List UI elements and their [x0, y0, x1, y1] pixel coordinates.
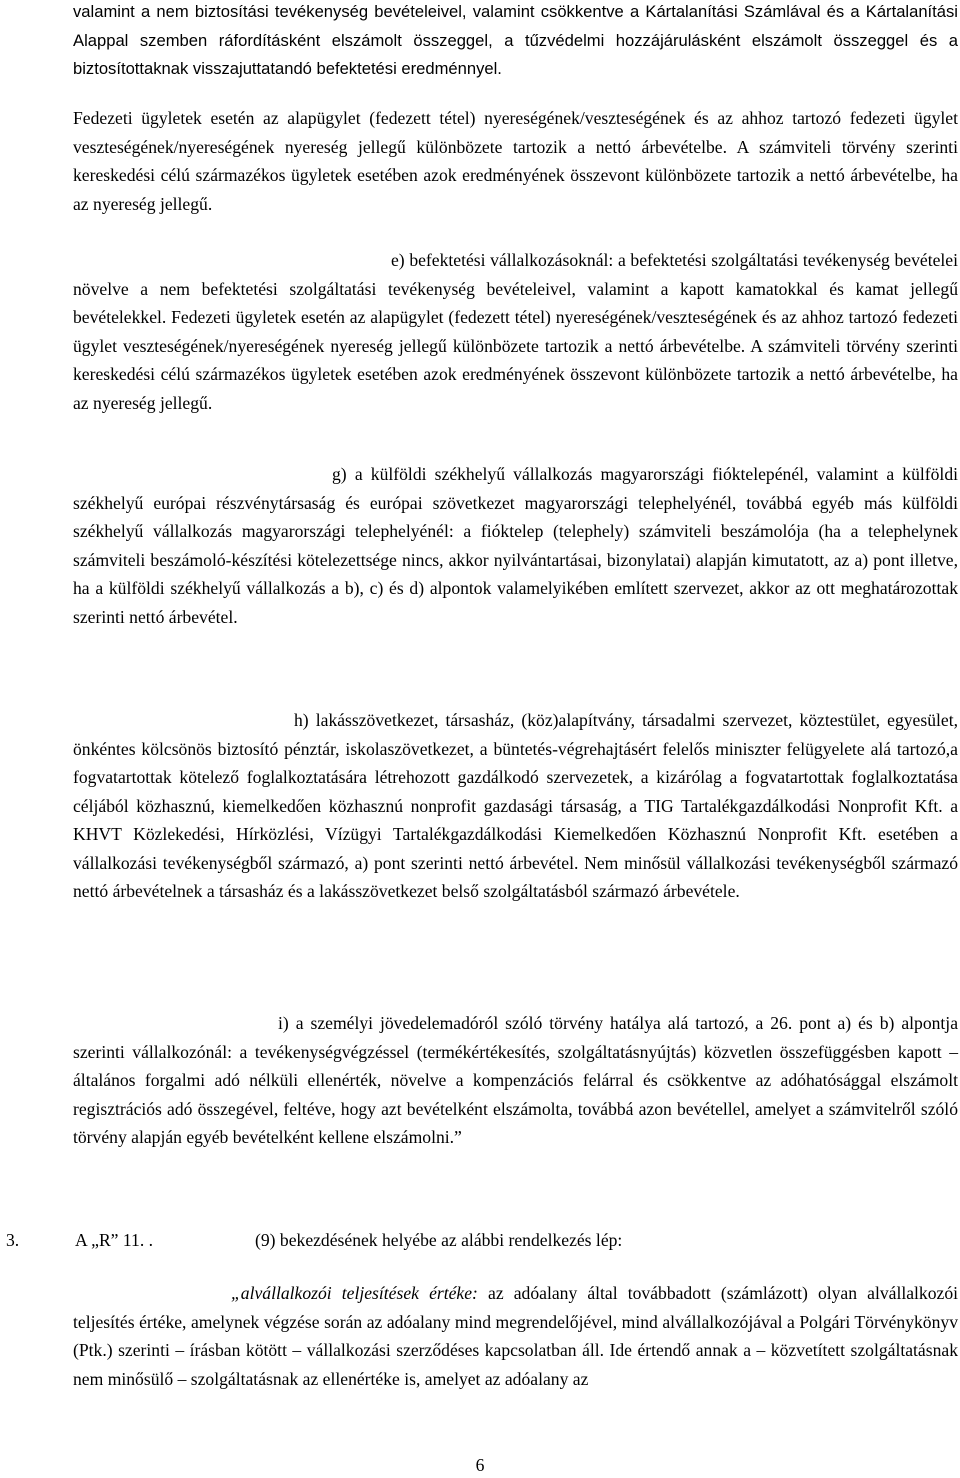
paragraph-item-h: [73, 706, 958, 906]
text-hedge-d-2: A számviteli törvény szerinti kereskedési célú származékos ügyletek esetében azok eredményének összevont különbözete tartozik a nettó árbevételbe, ha az nyereség jellegű.: [73, 136, 958, 214]
text-item-h: h) lakásszövetkezet, társasház, (köz)alapítvány, társadalmi szervezet, köztestület, egyesület, önkéntes kölcsönös biztosító pénztár, iskolaszövetkezet, a büntetés-végrehajtásért felelős miniszter felügyelete alá tartozó,a fogvatartottak kötelező foglalkoztatására létrehozott gazdálkodó szervezetek, a kizárólag a fogvatartottak foglalkoztatása céljából közhasznú, kiemelkedően közhasznú nonprofit gazdasági társaság, a TIG Tartalékgazdálkodási Nonprofit Kft. a KHVT Közlekedési, Hírközlési, Vízügyi Tartalékgazdálkodási Kiemelkedően Közhasznú Nonprofit Kft. esetében a vállalkozási tevékenységből származó, a) pont szerinti nettó árbevétel. Nem minősül vállalkozási tevékenységből származó nettó árbevételnek a társasház és a lakásszövetkezet belső szolgáltatásból származó árbevétele.: [73, 710, 958, 901]
item-3-reference: A „R” 11. .: [75, 1230, 154, 1250]
paragraph-item-i: [73, 1009, 958, 1152]
item-3-heading: (9) bekezdésének helyébe az alábbi rendelkezés lép:: [255, 1230, 623, 1250]
text-insurance-income: valamint a nem biztosítási tevékenység bevételeivel, valamint csökkentve a Kártalanítási Számlával és a Kártalanítási Alappal szemben ráfordításként elszámolt összeggel, a tűzvédelmi hozzájárulásként elszámolt összeggel és a biztosítottaknak visszajuttatandó befektetési eredménnyel.: [73, 2, 958, 78]
paragraph-hedge-d: [73, 104, 958, 218]
paragraph-definition: [73, 1279, 958, 1393]
text-hedge-d-1: Fedezeti ügyletek esetén az alapügylet (fedezett tétel) nyereségének/veszteségének és az ahhoz tartozó fedezeti ügylet veszteségének/nyereségének nyereség jellegű különbözete tartozik a nettó árbevételbe.: [73, 108, 958, 157]
paragraph-item-g: [73, 460, 958, 631]
text-item-i: i) a személyi jövedelemadóról szóló törvény hatálya alá tartozó, a 26. pont a) és b) alpontja szerinti vállalkozónál: a tevékenységvégzéssel (termékértékesítés, szolgáltatásnyújtás) közvetlen összefüggésben kapott – általános forgalmi adó nélküli ellenérték, növelve a kompenzációs felárral és csökkentve az adóhatósággal elszámolt regisztrációs adó összegével, feltéve, hogy azt bevételként elszámolta, továbbá azon bevétellel, amelyet a számvitelről szóló törvény alapján egyéb bevételként kellene elszámolni.”: [73, 1013, 958, 1147]
definition-body: az adóalany által továbbadott (számlázott) olyan alvállalkozói teljesítés értéke, amelynek végzése során az adóalany mind megrendelőjével, mind alvállalkozójával a Polgári Törvénykönyv (Ptk.) szerinti – írásban kötött – vállalkozási szerződéses kapcsolatban áll. Ide értendő annak a – közvetített szolgáltatásnak nem minősülő – szolgáltatásnak az ellenértéke is, amelyet az adóalany az: [73, 1283, 959, 1389]
item-3-number: 3.: [6, 1230, 20, 1250]
paragraph-insurance-income: [73, 0, 958, 84]
text-item-e-2: Fedezeti ügyletek esetén az alapügylet (fedezett tétel) nyereségének/veszteségének és az ahhoz tartozó fedezeti ügylet veszteségének/nyereségének nyereség jellegű különbözete tartozik a nettó árbevételbe. A számviteli törvény szerinti kereskedési célú származékos ügyletek esetében azok eredményének összevont különbözete tartozik a nettó árbevételbe, ha az nyereség jellegű.: [73, 307, 958, 413]
text-item-g: g) a külföldi székhelyű vállalkozás magyarországi fióktelepénél, valamint a külföldi székhelyű európai részvénytársaság és európai szövetkezet magyarországi telephelyénél, továbbá egyéb más külföldi székhelyű vállalkozás magyarországi telephelyénél: a fióktelep (telephely) számviteli beszámolója (ha a telephelynek számviteli beszámoló-készítési kötelezettsége nincs, akkor nyilvántartásai, bizonylatai) alapján kimutatott, az a) pont illetve, ha a külföldi székhelyű vállalkozás a b), c) és d) alpontok valamelyikében említett szervezet, akkor az ott meghatározottak szerinti nettó árbevétel.: [73, 464, 958, 627]
paragraph-item-e: [73, 246, 958, 417]
page-number: 6: [475, 1455, 485, 1475]
text-item-e-1: e) befektetési vállalkozásoknál: a befektetési szolgáltatási tevékenység bevételei növelve a nem befektetési szolgáltatási tevékenység bevételeivel, valamint a kapott kamatokkal és kamat jellegű bevételekkel.: [73, 250, 958, 327]
definition-term: „alvállalkozói teljesítések értéke:: [231, 1283, 478, 1303]
